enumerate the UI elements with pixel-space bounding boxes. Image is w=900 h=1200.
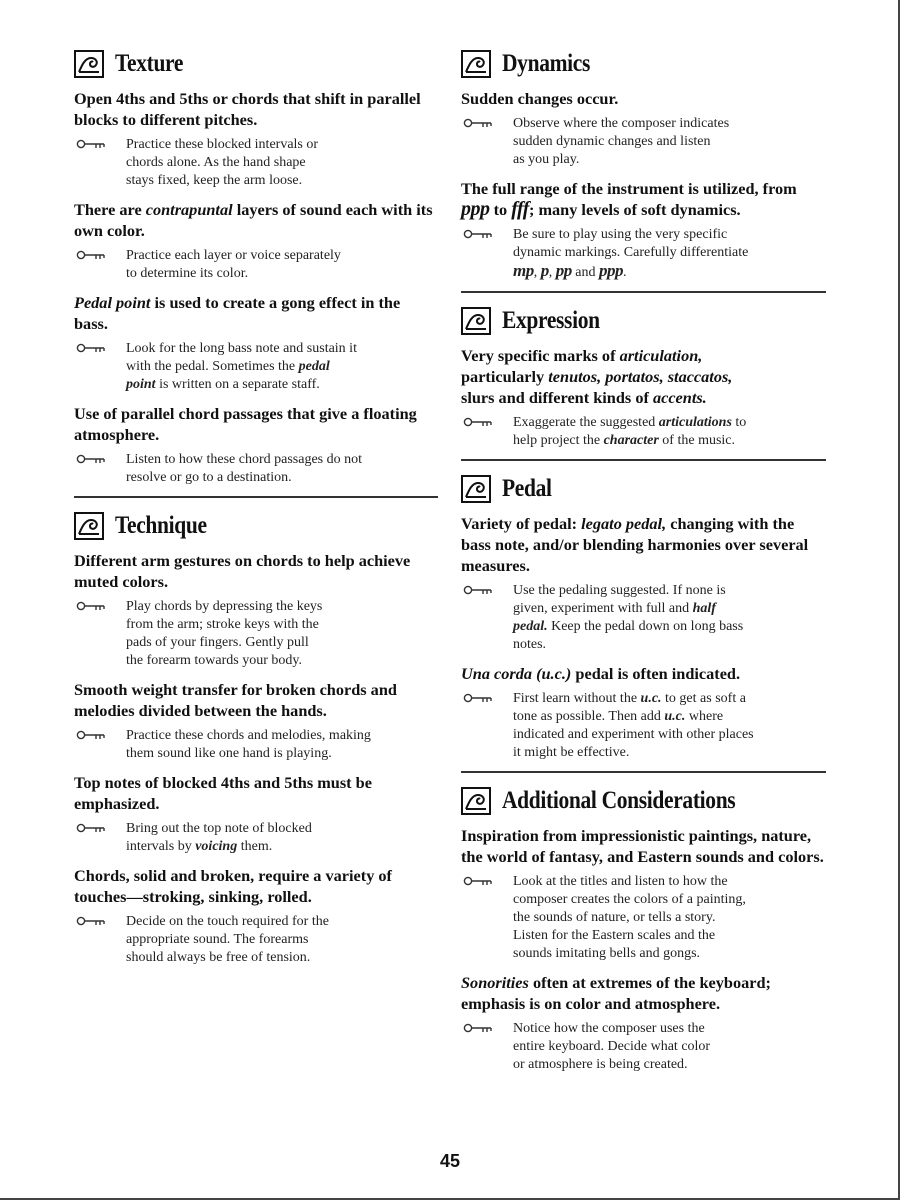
point-heading: Sonorities often at extremes of the keyboard; emphasis is on color and atmosphere.	[461, 973, 771, 1013]
swirl-icon	[74, 50, 104, 78]
key-icon	[76, 250, 106, 262]
tip-line: Play chords by depressing the keys	[126, 599, 323, 614]
tip-line: should always be free of tension.	[126, 950, 311, 965]
tip-line: pads of your fingers. Gently pull	[126, 635, 309, 650]
section-technique	[74, 496, 438, 967]
swirl-icon	[461, 307, 491, 335]
section-header	[74, 44, 438, 84]
tip-line: First learn without the u.c. to get as soft a	[513, 691, 746, 706]
point-heading: Open 4ths and 5ths or chords that shift in parallel blocks to different pitches.	[74, 89, 421, 129]
tip-line: Be sure to play using the very specific	[513, 227, 728, 242]
tip	[461, 226, 826, 282]
tip-line: from the arm; stroke keys with the	[126, 617, 319, 632]
swirl-icon	[461, 50, 491, 78]
section-title: Dynamics	[502, 50, 591, 77]
section-texture	[74, 44, 438, 487]
tip	[74, 340, 438, 394]
tip-line: given, experiment with full and half	[513, 601, 716, 616]
section-header	[461, 44, 826, 84]
point-heading: Different arm gestures on chords to help achieve muted colors.	[74, 551, 411, 591]
tip	[74, 136, 438, 190]
tip	[461, 690, 826, 762]
section-title: Technique	[115, 512, 207, 539]
tip-line: Practice these chords and melodies, making	[126, 728, 371, 743]
tip-line: them sound like one hand is playing.	[126, 746, 332, 761]
section-expression	[461, 291, 826, 450]
tip-line: Practice these blocked intervals or	[126, 137, 319, 152]
tip-line: mp, p, pp and ppp.	[513, 261, 627, 280]
page-number: 45	[439, 1151, 461, 1171]
key-icon	[76, 139, 106, 151]
key-icon	[76, 601, 106, 613]
tip-line: dynamic markings. Carefully differentiate	[513, 245, 749, 260]
section-header	[461, 469, 826, 509]
tip-line: Bring out the top note of blocked	[126, 821, 312, 836]
section-title: Expression	[502, 307, 600, 334]
tip-line: sounds imitating bells and gongs.	[513, 946, 701, 961]
key-icon	[463, 229, 493, 241]
tip-line: intervals by voicing them.	[126, 839, 273, 854]
point-heading: Chords, solid and broken, require a variety of touches—stroking, sinking, rolled.	[74, 866, 392, 906]
tip-line: or atmosphere is being created.	[513, 1057, 688, 1072]
point-heading: Una corda (u.c.) pedal is often indicated.	[461, 664, 741, 683]
key-icon	[463, 118, 493, 130]
tip-line: Observe where the composer indicates	[513, 116, 730, 131]
key-icon	[76, 730, 106, 742]
tip-line: Listen for the Eastern scales and the	[513, 928, 716, 943]
key-icon	[463, 693, 493, 705]
key-icon	[463, 585, 493, 597]
tip	[461, 1020, 826, 1074]
tip	[74, 727, 438, 763]
tip-line: notes.	[513, 637, 547, 652]
point-heading: Sudden changes occur.	[461, 89, 619, 108]
key-icon	[463, 1023, 493, 1035]
tip-line: appropriate sound. The forearms	[126, 932, 309, 947]
tip	[74, 598, 438, 670]
key-icon	[76, 916, 106, 928]
point-heading: Smooth weight transfer for broken chords and melodies divided between the hands.	[74, 680, 397, 720]
tip-line: Use the pedaling suggested. If none is	[513, 583, 726, 598]
section-title: Pedal	[502, 475, 552, 502]
tip	[461, 582, 826, 654]
left-column	[74, 44, 438, 976]
tip	[74, 247, 438, 283]
tip-line: tone as possible. Then add u.c. where	[513, 709, 724, 724]
tip-line: composer creates the colors of a painting,	[513, 892, 746, 907]
tip-line: stays fixed, keep the arm loose.	[126, 173, 303, 188]
tip	[461, 115, 826, 169]
section-additional-considerations	[461, 771, 826, 1074]
tip-line: as you play.	[513, 152, 580, 167]
point-heading: Variety of pedal: legato pedal, changing with the bass note, and/or blending harmonies over several measures.	[461, 514, 809, 575]
tip-line: sudden dynamic changes and listen	[513, 134, 711, 149]
tip-line: Notice how the composer uses the	[513, 1021, 705, 1036]
section-header	[74, 506, 438, 546]
tip-line: Look for the long bass note and sustain it	[126, 341, 357, 356]
point-heading: Very specific marks of articulation, particularly tenutos, portatos, staccatos, slurs and different kinds of accents.	[461, 346, 733, 407]
tip-line: Listen to how these chord passages do not	[126, 452, 363, 467]
tip	[74, 913, 438, 967]
tip-line: entire keyboard. Decide what color	[513, 1039, 711, 1054]
tip-line: point is written on a separate staff.	[126, 377, 320, 392]
dynamic-marking: fff	[511, 198, 529, 220]
key-icon	[76, 823, 106, 835]
right-column	[461, 44, 826, 1083]
point-heading: Use of parallel chord passages that give a floating atmosphere.	[74, 404, 417, 444]
key-icon	[463, 417, 493, 429]
tip-line: Exaggerate the suggested articulations to	[513, 415, 747, 430]
section-header	[461, 781, 826, 821]
key-icon	[76, 343, 106, 355]
tip	[461, 873, 826, 963]
tip-line: Look at the titles and listen to how the	[513, 874, 728, 889]
emphasis: Pedal point	[74, 293, 151, 312]
swirl-icon	[74, 512, 104, 540]
tip-line: Decide on the touch required for the	[126, 914, 329, 929]
swirl-icon	[461, 787, 491, 815]
tip-line: chords alone. As the hand shape	[126, 155, 306, 170]
section-header	[461, 301, 826, 341]
point-heading: The full range of the instrument is utilized, from ppp to fff; many levels of soft dynamics.	[461, 179, 797, 220]
section-dynamics	[461, 44, 826, 282]
key-icon	[463, 876, 493, 888]
tip-line: the sounds of nature, or tells a story.	[513, 910, 716, 925]
dynamic-marking: ppp	[461, 198, 490, 220]
tip-line: indicated and experiment with other places	[513, 727, 754, 742]
tip	[74, 451, 438, 487]
tip	[461, 414, 826, 450]
tip	[74, 820, 438, 856]
section-title: Texture	[115, 50, 184, 77]
tip-line: resolve or go to a destination.	[126, 470, 292, 485]
tip-line: the forearm towards your body.	[126, 653, 302, 668]
tip-line: Practice each layer or voice separately	[126, 248, 341, 263]
point-heading: Top notes of blocked 4ths and 5ths must be emphasized.	[74, 773, 372, 813]
tip-line: with the pedal. Sometimes the pedal	[126, 359, 330, 374]
emphasis: contrapuntal	[145, 200, 233, 219]
section-title: Additional Considerations	[502, 787, 736, 814]
swirl-icon	[461, 475, 491, 503]
section-pedal	[461, 459, 826, 762]
key-icon	[76, 454, 106, 466]
tip-line: it might be effective.	[513, 745, 630, 760]
tip-line: to determine its color.	[126, 266, 249, 281]
point-heading: Inspiration from impressionistic paintings, nature, the world of fantasy, and Eastern sounds and colors.	[461, 826, 824, 866]
point-heading: Pedal point is used to create a gong effect in the bass.	[74, 293, 401, 333]
tip-line: help project the character of the music.	[513, 433, 736, 448]
tip-line: pedal. Keep the pedal down on long bass	[513, 619, 744, 634]
point-heading: There are contrapuntal layers of sound each with its own color.	[74, 200, 433, 240]
